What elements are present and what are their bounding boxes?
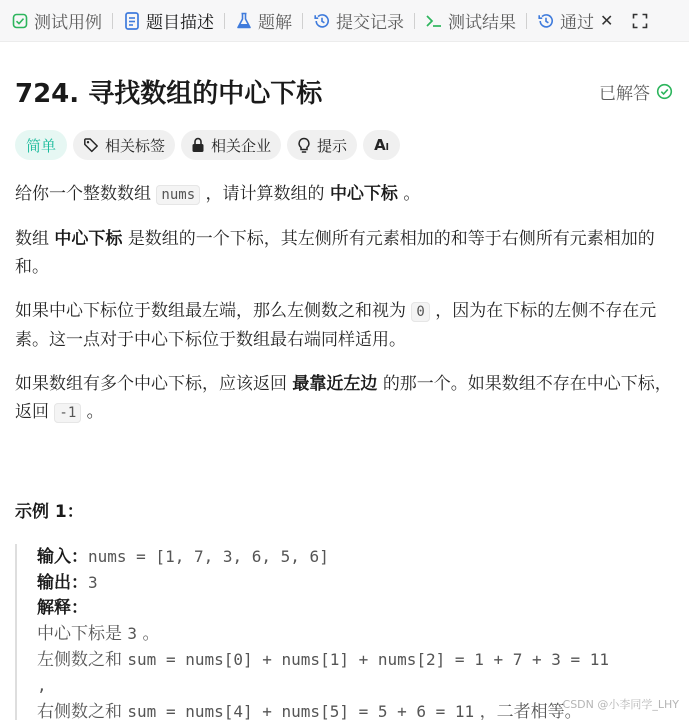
tab-bar	[0, 0, 689, 42]
translate-button[interactable]	[363, 130, 400, 160]
lock-icon	[191, 137, 205, 153]
output-value: 3	[88, 573, 98, 592]
input-value: nums = [1, 7, 3, 6, 5, 6]	[88, 547, 329, 566]
statement-bold: 中心下标	[54, 229, 123, 249]
solved-label: 已解答	[599, 84, 650, 104]
problem-statement	[15, 180, 675, 427]
document-icon	[123, 12, 141, 30]
statement-text: 。	[403, 184, 421, 204]
tab-test-cases[interactable]	[6, 0, 107, 42]
statement-text: ，请计算数组的	[205, 184, 325, 204]
checkbox-icon	[11, 12, 29, 30]
tab-submissions[interactable]	[308, 0, 409, 42]
statement-bold: 中心下标	[329, 184, 398, 204]
tag-icon	[83, 137, 99, 153]
tab-label: 题解	[258, 13, 292, 33]
terminal-icon	[425, 12, 443, 30]
statement-text: 。	[86, 402, 104, 422]
tab-divider	[526, 13, 527, 29]
close-icon[interactable]: ✕	[600, 11, 614, 30]
statement-text: ，因为在下标的左侧不存在元素。这一点对于中心下标位于数组最右端同样适用。	[15, 301, 657, 350]
explain-text: 右侧数之和	[37, 702, 128, 720]
watermark: CSDN @小李同学_LHY	[562, 698, 679, 711]
history-icon	[313, 12, 331, 30]
statement-bold: 最靠近左边	[292, 374, 378, 394]
title-row	[15, 42, 675, 130]
tab-divider	[414, 13, 415, 29]
example-block	[15, 544, 675, 720]
tab-accepted[interactable]	[532, 0, 618, 42]
output-label: 输出：	[37, 573, 88, 593]
tab-solutions[interactable]	[230, 0, 297, 42]
explain-mono: ,	[37, 676, 47, 695]
history-icon	[537, 12, 555, 30]
statement-text: 如果中心下标位于数组最左端，那么左侧数之和视为	[15, 301, 406, 321]
statement-text: 数组	[15, 229, 49, 249]
tag-row	[15, 130, 675, 160]
explain-mono: 3	[127, 624, 138, 643]
statement-paragraph	[15, 225, 675, 281]
statement-paragraph	[15, 180, 675, 209]
tab-label: 测试用例	[34, 13, 102, 33]
tab-divider	[224, 13, 225, 29]
related-tags-label: 相关标签	[105, 136, 166, 155]
related-companies-label: 相关企业	[211, 136, 272, 155]
tab-label: 测试结果	[448, 13, 516, 33]
flask-icon	[235, 12, 253, 30]
inline-code: nums	[156, 185, 200, 205]
tab-divider	[302, 13, 303, 29]
tab-divider	[112, 13, 113, 29]
explain-label: 解释：	[37, 598, 88, 618]
statement-text: 如果数组有多个中心下标，应该返回	[15, 374, 287, 394]
explain-text: 中心下标是	[37, 624, 128, 644]
example-output-line	[37, 570, 675, 596]
lightbulb-icon	[297, 137, 311, 154]
example-title: 示例 1：	[15, 502, 84, 522]
expand-icon[interactable]	[632, 13, 648, 29]
tab-description[interactable]	[118, 0, 219, 42]
hint-label: 提示	[317, 136, 348, 155]
statement-text: 是数组的一个下标，其左侧所有元素相加的和等于右侧所有元素相加的和。	[15, 229, 655, 277]
explain-mono: sum = nums[4] + nums[5] = 5 + 6 = 11	[127, 702, 475, 720]
statement-paragraph	[15, 370, 675, 427]
difficulty-badge[interactable]: 简单	[15, 130, 67, 160]
hint-button[interactable]	[287, 130, 357, 160]
tab-label: 提交记录	[336, 13, 404, 33]
explain-text: 左侧数之和	[37, 650, 128, 670]
explain-line	[37, 647, 675, 673]
problem-title[interactable]: 724. 寻找数组的中心下标	[15, 79, 323, 109]
related-companies-button[interactable]	[181, 130, 281, 160]
statement-text: 的那一个。如果数组不存在中心下标，返回	[15, 374, 672, 422]
check-circle-icon	[656, 83, 673, 100]
statement-text: 给你一个整数数组	[15, 184, 151, 204]
explain-mono: sum = nums[0] + nums[1] + nums[2] = 1 + 7 + 3 = 11	[127, 650, 610, 669]
input-label: 输入：	[37, 547, 88, 567]
explain-line	[37, 621, 675, 647]
translate-icon: Aₗ	[374, 136, 389, 154]
solved-status	[599, 79, 673, 104]
tab-label: 题目描述	[146, 13, 214, 33]
explain-text: 。	[137, 624, 160, 644]
tab-label: 通过	[560, 13, 594, 33]
example-input-line	[37, 544, 675, 570]
tab-test-results[interactable]	[420, 0, 521, 42]
problem-description-panel	[15, 42, 675, 720]
related-tags-button[interactable]	[73, 130, 175, 160]
inline-code: 0	[411, 302, 429, 322]
example-explain-line	[37, 596, 675, 621]
statement-paragraph	[15, 297, 675, 354]
inline-code: -1	[54, 403, 81, 423]
explain-text: ，二者相等。	[474, 702, 582, 720]
